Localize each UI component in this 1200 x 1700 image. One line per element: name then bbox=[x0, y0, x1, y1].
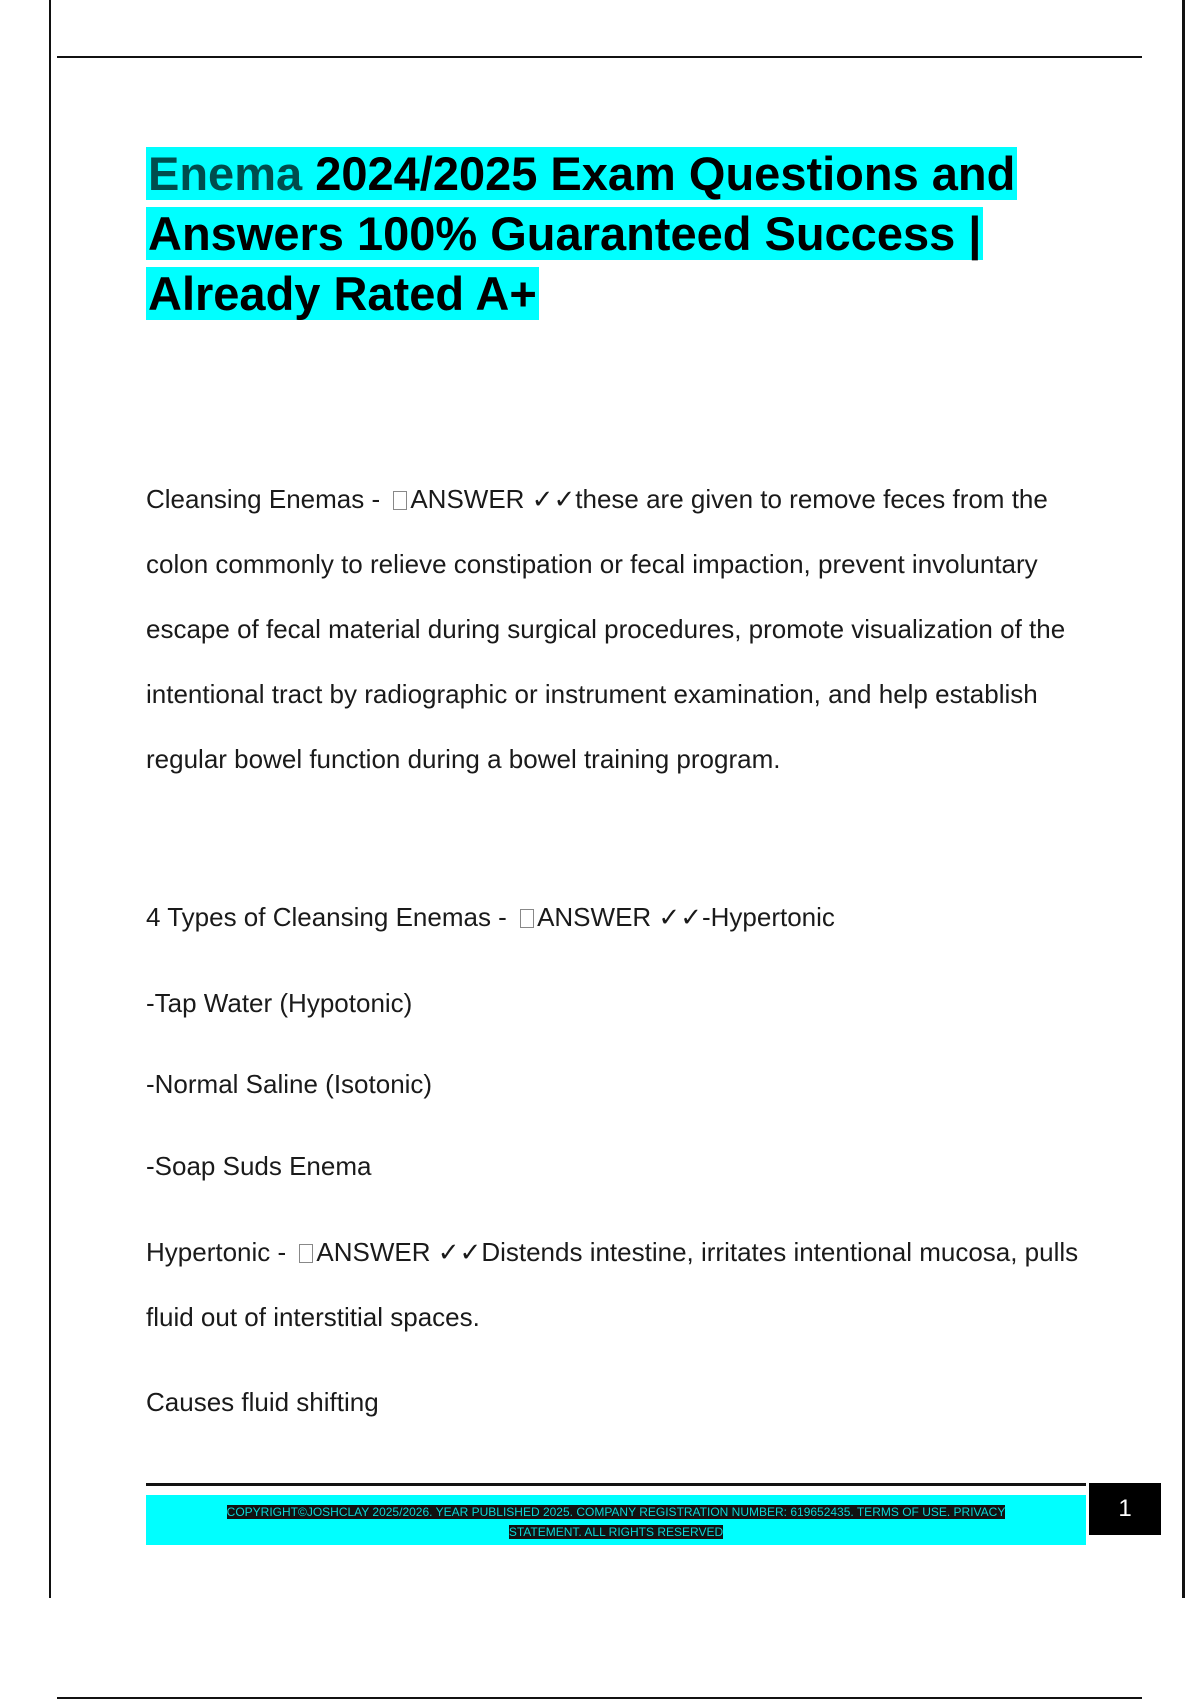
answer-label: ANSWER ✓✓ bbox=[316, 1237, 482, 1267]
qa-cleansing-enemas bbox=[146, 467, 1096, 792]
answer-text: Distends intestine, irritates intentional mucosa, pulls fluid out of interstitial spaces. bbox=[146, 1237, 1079, 1332]
list-item: -Normal Saline (Isotonic) bbox=[146, 1069, 433, 1099]
page-border-left bbox=[49, 0, 51, 1598]
answer-label: ANSWER ✓✓ bbox=[410, 484, 576, 514]
missing-glyph-icon bbox=[299, 1244, 313, 1263]
qa-hypertonic bbox=[146, 1220, 1096, 1350]
answer-text: -Hypertonic bbox=[701, 902, 835, 932]
paragraph: Causes fluid shifting bbox=[146, 1387, 379, 1417]
copyright-line-2: STATEMENT. ALL RIGHTS RESERVED bbox=[508, 1525, 724, 1539]
question-term: Hypertonic - bbox=[146, 1237, 294, 1267]
qa-types-of-cleansing-enemas bbox=[146, 897, 1096, 937]
missing-glyph-icon bbox=[393, 491, 407, 510]
copyright-footer bbox=[146, 1495, 1086, 1545]
copyright-line-1: COPYRIGHT©JOSHCLAY 2025/2026. YEAR PUBLISHED 2025. COMPANY REGISTRATION NUMBER: 619652435. TERMS OF USE. PRIVACY bbox=[226, 1505, 1006, 1519]
list-item: -Soap Suds Enema bbox=[146, 1151, 372, 1181]
title-first-word: Enema bbox=[148, 147, 303, 200]
answer-text: these are given to remove feces from the colon commonly to relieve constipation or fecal impaction, prevent involuntary escape of fecal material during surgical procedures, promote visualization of the intentional tract by radiographic or instrument examination, and help establish regular bowel function during a bowel training program. bbox=[146, 484, 1066, 774]
page-number: 1 bbox=[1089, 1483, 1161, 1535]
list-item: -Tap Water (Hypotonic) bbox=[146, 988, 413, 1018]
header-rule bbox=[57, 56, 1142, 58]
title-rest: 2024/2025 Exam Questions and Answers 100% Guaranteed Success | Already Rated A+ bbox=[148, 147, 1016, 320]
page-border-right bbox=[1182, 0, 1185, 1598]
question-term: Cleansing Enemas - bbox=[146, 484, 388, 514]
next-page-rule bbox=[57, 1697, 1142, 1699]
missing-glyph-icon bbox=[520, 909, 534, 928]
document-title bbox=[146, 144, 1046, 324]
footer-rule bbox=[146, 1483, 1086, 1486]
question-term: 4 Types of Cleansing Enemas - bbox=[146, 902, 515, 932]
answer-label: ANSWER ✓✓ bbox=[537, 902, 702, 932]
